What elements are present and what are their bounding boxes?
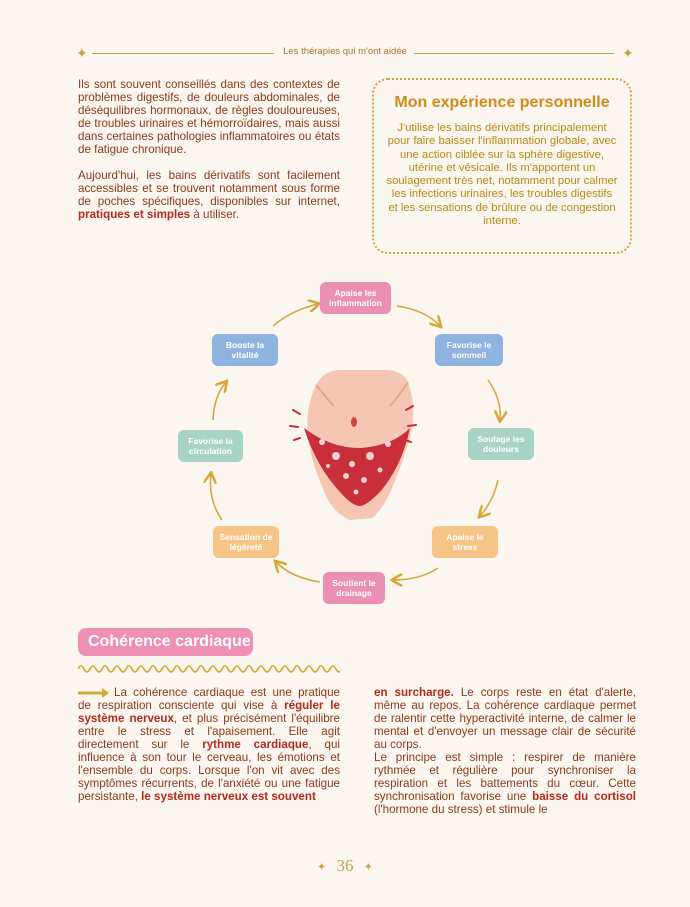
page-footer — [0, 856, 690, 876]
coherence-right-text — [374, 686, 636, 816]
intro-text — [78, 78, 340, 221]
coherence-bold-2: rythme cardiaque — [202, 738, 309, 751]
arrow-7 — [213, 382, 226, 420]
arrow-2 — [488, 380, 500, 420]
footer-star-right-icon: ✦ — [363, 861, 373, 874]
benefit-pill-8: Booste la vitalité — [212, 334, 278, 366]
benefit-pill-5: Soutient le drainage — [323, 572, 385, 604]
header-rule-right — [414, 53, 614, 54]
footer-star-left-icon: ✦ — [317, 861, 327, 874]
benefit-pill-6: Sensation de légèreté — [213, 526, 279, 558]
benefit-pill-2: Favorise le sommeil — [435, 334, 503, 366]
intro-paragraph-2: Aujourd'hui, les bains dérivatifs sont facilement accessibles et se trouvent notamment sous forme de poches spécifiques, disponibles sur internet, pratiques et simples à utiliser. — [78, 169, 340, 221]
coherence-bold-3: le système nerveux est souvent — [141, 790, 316, 803]
arrow-5 — [276, 562, 320, 582]
coherence-bold-5: baisse du cortisol — [532, 790, 637, 803]
experience-title: Mon expérience personnelle — [394, 94, 610, 111]
body-illustration — [290, 370, 416, 520]
arrow-8 — [273, 304, 318, 326]
coherence-bold-4: en surcharge. — [374, 686, 454, 699]
coherence-left-text — [78, 686, 340, 803]
benefit-pill-4: Apaise le stress — [432, 526, 498, 558]
arrow-3 — [480, 480, 498, 516]
header-star-right-icon: ✦ — [622, 45, 634, 61]
arrow-6 — [210, 474, 222, 520]
coherence-right-paragraph-1: en surcharge. Le corps reste en état d'alerte, même au repos. La cohérence cardiaque permet de ralentir cette hyperactivité interne, de calmer le mental et d'envoyer un message clair de sécurité au corps. — [374, 686, 636, 751]
benefit-pill-3: Soulage les douleurs — [468, 428, 534, 460]
intro-bold-phrase: pratiques et simples — [78, 208, 191, 221]
benefit-pill-1: Apaise les inflammation — [320, 282, 391, 314]
coherence-bold-1: réguler le système nerveux — [78, 699, 340, 725]
arrow-4 — [393, 568, 438, 580]
arrow-right-icon — [78, 688, 110, 698]
coherence-left-paragraph: La cohérence cardiaque est une pratique de respiration consciente qui vise à réguler le système nerveux, et plus précisément l'équilibre entre le stress et l'apaisement. Elle agit directement sur le rythme cardiaque, qui influence à son tour le cerveau, les émotions et l'ensemble du corps. Lorsque l'on vit avec des symptômes récurrents, de l'anxiété ou une fatigue persistante, le système nerveux est souvent — [78, 686, 340, 803]
header-star-left-icon: ✦ — [76, 45, 88, 61]
benefits-diagram — [0, 270, 690, 610]
experience-box — [372, 78, 632, 254]
coherence-right-paragraph-2: Le principe est simple : respirer de manière rythmée et régulière pour synchroniser la respiration et les battements du cœur. Cette synchronisation favorise une baisse du cortisol (l'hormone du stress) et stimule le — [374, 751, 637, 816]
intro-paragraph-1: Ils sont souvent conseillés dans des contextes de problèmes digestifs, de douleurs abdominales, de déséquilibres hormonaux, de règles douloureuses, de troubles urinaires et hémorroïdaires, mais aussi dans certaines pathologies inflammatoires ou états de fatigue chronique. — [78, 78, 340, 156]
header-title: Les thérapies qui m'ont aidée — [283, 46, 407, 57]
wavy-divider — [78, 663, 340, 675]
diagram-arrows — [0, 270, 690, 610]
experience-text: J'utilise les bains dérivatifs principalement pour faire baisser l'inflammation globale, avec une action ciblée sur la sphère digestive, utérine et vésicale. Ils m'apportent un soulagement très net, notamment pour calmer les infections urinaires, les troubles digestifs et les sensations de brûlure ou de congestion interne. — [386, 122, 618, 228]
benefit-pill-7: Favorise la circulation — [178, 430, 243, 462]
page-number: 36 — [336, 856, 354, 875]
arrow-1 — [397, 306, 440, 326]
section-title-coherence: Cohérence cardiaque — [78, 628, 253, 656]
